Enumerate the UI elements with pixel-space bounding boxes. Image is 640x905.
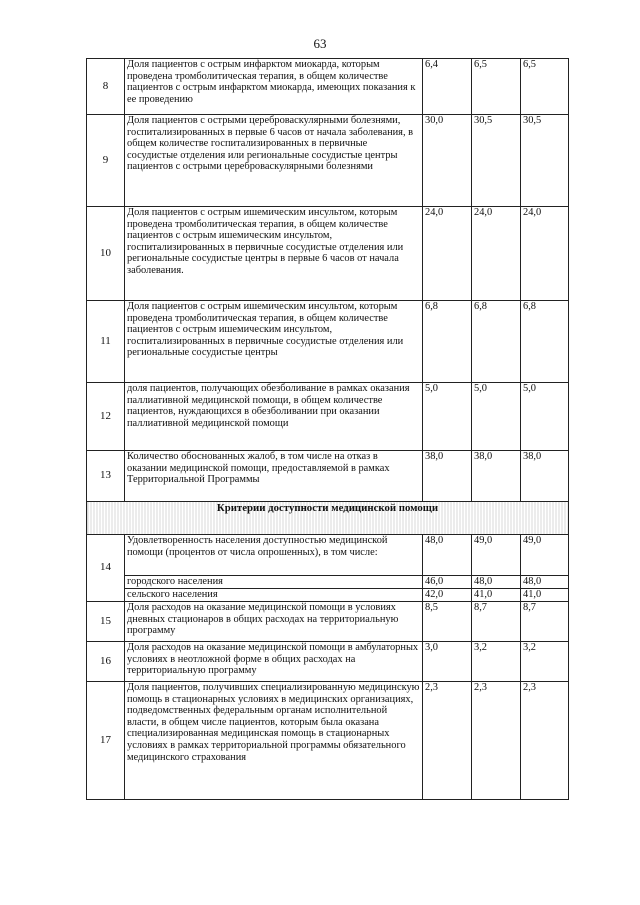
row-number: 12 xyxy=(87,383,125,451)
criterion-description: Доля пациентов с острым ишемическим инсультом, которым проведена тромболитическая терапия, в общем количестве пациентов с острым ишемическим инсультом, госпитализированных в первичные сосудистые отделения или региональные сосудистые центры в первые 6 часов от начала заболевания. xyxy=(125,207,423,301)
value-year-3: 6,5 xyxy=(521,59,569,115)
value-year-2: 3,2 xyxy=(472,642,521,682)
value-year-2: 49,0 xyxy=(472,535,521,576)
table-subrow-rural xyxy=(87,589,569,602)
table-row xyxy=(87,535,569,576)
subrow-label: сельского населения xyxy=(125,589,423,602)
table-row xyxy=(87,115,569,207)
value-year-2: 24,0 xyxy=(472,207,521,301)
row-number: 13 xyxy=(87,451,125,502)
value-year-1: 48,0 xyxy=(423,535,472,576)
row-number: 8 xyxy=(87,59,125,115)
criterion-description: Доля пациентов, получивших специализированную медицинскую помощь в стационарных условиях в медицинских организациях, подведомственных федеральным органам исполнительной власти, в общем числе пациентов, которым была оказана специализированная медицинская помощь в стационарных условиях в рамках территориальной программы обязательного медицинского страхования xyxy=(125,682,423,800)
value-year-3: 38,0 xyxy=(521,451,569,502)
value-year-2: 30,5 xyxy=(472,115,521,207)
value-year-2: 2,3 xyxy=(472,682,521,800)
table-row xyxy=(87,602,569,642)
value-year-1: 42,0 xyxy=(423,589,472,602)
section-title: Критерии доступности медицинской помощи xyxy=(87,502,569,535)
table-row xyxy=(87,207,569,301)
criterion-description: доля пациентов, получающих обезболивание в рамках оказания паллиативной медицинской помощи, в общем количестве пациентов, нуждающихся в обезболивании при оказании паллиативной медицинской помощи xyxy=(125,383,423,451)
table-row xyxy=(87,383,569,451)
criteria-table xyxy=(86,58,569,800)
row-number: 15 xyxy=(87,602,125,642)
value-year-3: 49,0 xyxy=(521,535,569,576)
value-year-1: 6,8 xyxy=(423,301,472,383)
criterion-description: Доля расходов на оказание медицинской помощи в амбулаторных условиях в неотложной форме в общих расходах на территориальную программу xyxy=(125,642,423,682)
criterion-description: Доля расходов на оказание медицинской помощи в условиях дневных стационаров в общих расходах на территориальную программу xyxy=(125,602,423,642)
value-year-2: 38,0 xyxy=(472,451,521,502)
table-row xyxy=(87,59,569,115)
value-year-3: 5,0 xyxy=(521,383,569,451)
value-year-2: 5,0 xyxy=(472,383,521,451)
subrow-label: городского населения xyxy=(125,576,423,589)
row-number: 14 xyxy=(87,535,125,602)
value-year-2: 48,0 xyxy=(472,576,521,589)
value-year-1: 3,0 xyxy=(423,642,472,682)
table-row xyxy=(87,642,569,682)
section-header-row xyxy=(87,502,569,535)
value-year-2: 6,8 xyxy=(472,301,521,383)
value-year-3: 24,0 xyxy=(521,207,569,301)
value-year-3: 41,0 xyxy=(521,589,569,602)
value-year-2: 8,7 xyxy=(472,602,521,642)
value-year-3: 6,8 xyxy=(521,301,569,383)
value-year-1: 30,0 xyxy=(423,115,472,207)
value-year-1: 6,4 xyxy=(423,59,472,115)
table-subrow-urban xyxy=(87,576,569,589)
value-year-1: 8,5 xyxy=(423,602,472,642)
page-number: 63 xyxy=(313,36,327,51)
criterion-description: Количество обоснованных жалоб, в том числе на отказ в оказании медицинской помощи, предоставляемой в рамках Территориальной Программы xyxy=(125,451,423,502)
value-year-3: 8,7 xyxy=(521,602,569,642)
table-row xyxy=(87,301,569,383)
value-year-1: 2,3 xyxy=(423,682,472,800)
value-year-2: 6,5 xyxy=(472,59,521,115)
row-number: 11 xyxy=(87,301,125,383)
criterion-description: Доля пациентов с острым ишемическим инсультом, которым проведена тромболитическая терапия, в общем количестве пациентов с острым ишемическим инсультом, госпитализированных в первичные сосудистые отделения или региональные сосудистые центры xyxy=(125,301,423,383)
row-number: 9 xyxy=(87,115,125,207)
value-year-1: 5,0 xyxy=(423,383,472,451)
criterion-description: Доля пациентов с острыми цереброваскулярными болезнями, госпитализированных в первые 6 часов от начала заболевания, в общем количестве госпитализированных в первичные сосудистые отделения или региональные сосудистые центры пациентов с острыми цереброваскулярными болезнями xyxy=(125,115,423,207)
value-year-1: 38,0 xyxy=(423,451,472,502)
value-year-1: 24,0 xyxy=(423,207,472,301)
table-row xyxy=(87,682,569,800)
criterion-description: Удовлетворенность населения доступностью медицинской помощи (процентов от числа опрошенных), в том числе: xyxy=(125,535,423,576)
value-year-2: 41,0 xyxy=(472,589,521,602)
value-year-1: 46,0 xyxy=(423,576,472,589)
table-row xyxy=(87,451,569,502)
value-year-3: 30,5 xyxy=(521,115,569,207)
row-number: 16 xyxy=(87,642,125,682)
criterion-description: Доля пациентов с острым инфарктом миокарда, которым проведена тромболитическая терапия, в общем количестве пациентов с острым инфарктом миокарда, имеющих показания к ее проведению xyxy=(125,59,423,115)
value-year-3: 2,3 xyxy=(521,682,569,800)
value-year-3: 48,0 xyxy=(521,576,569,589)
value-year-3: 3,2 xyxy=(521,642,569,682)
row-number: 17 xyxy=(87,682,125,800)
row-number: 10 xyxy=(87,207,125,301)
